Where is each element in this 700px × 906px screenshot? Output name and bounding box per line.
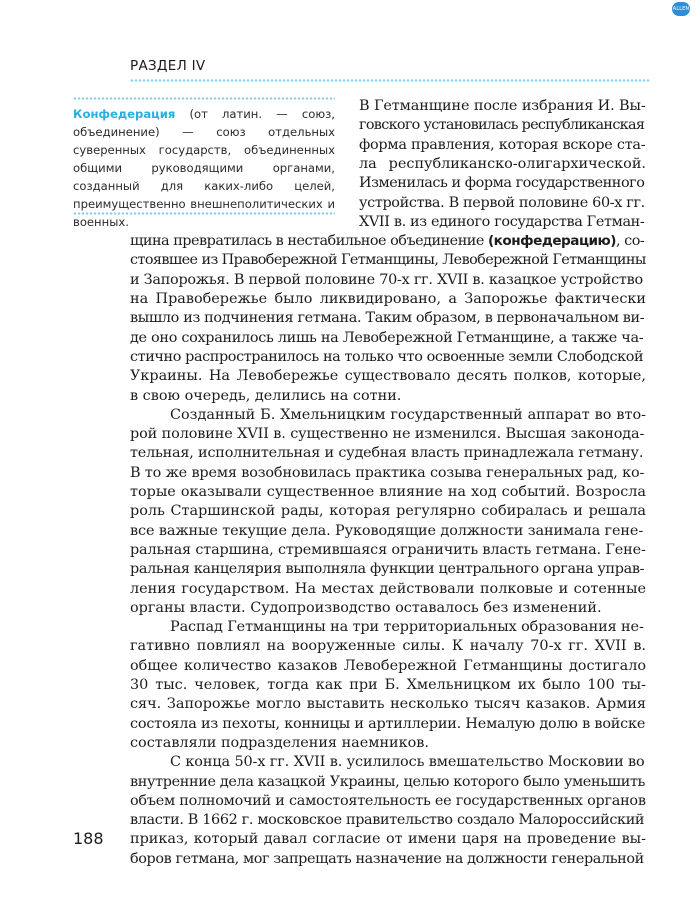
- body-line: де оно сохранилось лишь на Левобережной Гетманщине, а также ча-: [130, 329, 644, 346]
- body-line: Созданный Б. Хмельницким государственный аппарат во вто-: [170, 406, 646, 423]
- body-line: приказ, который давал согласие от имени царя на проведение вы-: [130, 831, 646, 848]
- body-line: тельная, исполнительная и судебная власть принадлежала гетману.: [130, 445, 644, 462]
- body-line: форма правления, которая вскоре ста-: [359, 136, 646, 153]
- body-line: роль Старшинской рады, которая регулярно собиралась и решала: [130, 503, 646, 520]
- body-line: внутренние дела казацкой Украины, целью которого было уменьшить: [130, 773, 646, 790]
- body-line: В то же время возобновилась практика созыва генеральных рад, ко-: [130, 464, 645, 481]
- body-line: стоявшее из Правобережной Гетманщины, Левобережной Гетманщины: [130, 252, 646, 269]
- body-line: общее количество казаков Левобережной Гетманщины достигало: [130, 657, 646, 674]
- body-line: устройства. В первой половине 60-х гг.: [359, 194, 645, 211]
- body-line: ления государством. На местах действовали полковые и сотенные: [130, 580, 646, 597]
- body-line: ла республиканско-олигархической.: [359, 155, 646, 172]
- body-line: XVII в. из единого государства Гетман-: [359, 213, 645, 230]
- definition-term: Конфедерация: [73, 107, 176, 121]
- body-line: говского установилась республиканская: [359, 117, 645, 134]
- body-line: торые оказывали существенное влияние на ход событий. Возросла: [130, 484, 646, 500]
- key-term: (конфедерацию): [487, 233, 616, 250]
- body-line: ральная старшина, стремившаяся ограничить власть гетмана. Гене-: [130, 541, 646, 558]
- body-line: власти. В 1662 г. московское правительство создало Малороссийский: [130, 812, 645, 829]
- body-line: состояла из пехоты, конницы и артиллерии. Немалую долю в войске: [130, 715, 646, 732]
- body-line: боров гетмана, мог запрещать назначение на должности генеральной: [130, 850, 644, 867]
- sidebar-bottom-divider: [73, 212, 335, 215]
- publisher-logo: ALLEN: [672, 2, 690, 16]
- body-line: С конца 50-х гг. XVII в. усилилось вмешательство Московии во: [170, 754, 645, 771]
- sidebar-top-divider: [73, 97, 335, 100]
- body-line: ральная канцелярия выполняла функции центрального органа управ-: [130, 561, 645, 578]
- body-line: составляли подразделения наемников.: [130, 734, 429, 751]
- body-line: на Правобережье было ликвидировано, а Запорожье фактически: [130, 291, 646, 307]
- definition-text: (от латин. — союз, объединение) — союз отдельных суверенных государств, объединенных общими руководящими органами, созданный для каких-либо целей, преимущественно внешнеполитических и военных.: [73, 107, 335, 229]
- section-header: РАЗДЕЛ IV: [130, 58, 206, 74]
- body-line: стично распространилось на только что освоенные земли Слободской: [130, 348, 644, 365]
- body-line: гативно повлиял на вооруженные силы. К началу 70-х гг. XVII в.: [130, 638, 646, 655]
- body-line: Распад Гетманщины на три территориальных образования не-: [170, 619, 644, 636]
- body-line: вышло из подчинения гетмана. Таким образом, в первоначальном ви-: [130, 310, 645, 327]
- body-line: щина превратилась в нестабильное объединение (конфедерацию), со-: [130, 233, 645, 250]
- body-line: рой половине XVII в. существенно не изменился. Высшая законода-: [130, 426, 645, 443]
- body-line: в свою очередь, делились на сотни.: [130, 387, 402, 404]
- header-dotted-divider: [130, 79, 650, 82]
- page-number: 188: [73, 829, 104, 848]
- body-line: все важные текущие дела. Руководящие должности занимала гене-: [130, 522, 644, 539]
- body-line: органы власти. Судопроизводство оставалось без изменений.: [130, 599, 602, 616]
- body-line: объем полномочий и самостоятельность ее государственных органов: [130, 792, 646, 809]
- body-line: Украины. На Левобережье существовало десять полков, которые,: [130, 368, 646, 385]
- body-line: сяч. Запорожье могло выставить несколько тысяч казаков. Армия: [130, 696, 646, 713]
- body-line: 30 тыс. человек, тогда как при Б. Хмельницком их было 100 ты-: [130, 677, 646, 693]
- body-line: В Гетманщине после избрания И. Вы-: [359, 98, 646, 114]
- body-line: Изменилась и форма государственного: [359, 175, 645, 192]
- body-line: и Запорожья. В первой половине 70-х гг. XVII в. казацкое устройство: [130, 271, 643, 288]
